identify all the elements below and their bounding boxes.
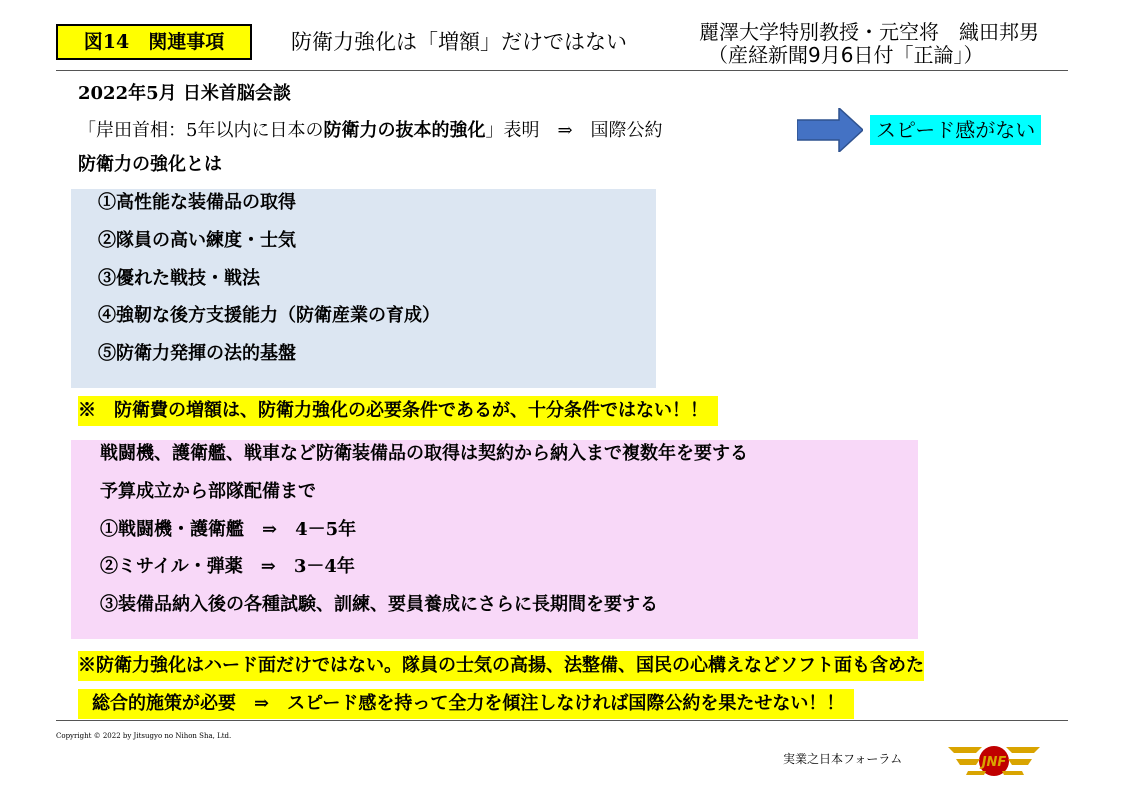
procurement-line: ②ミサイル・弾薬 ⇒ 3－4年 [100, 556, 355, 577]
strength-heading: 防衛力の強化とは [78, 154, 222, 175]
figure-label: 図14 関連事項 [56, 24, 252, 60]
procurement-line: ③装備品納入後の各種試験、訓練、要員養成にさらに長期間を要する [100, 594, 658, 615]
procurement-line: ①戦闘機・護衛艦 ⇒ 4－5年 [100, 519, 357, 540]
strength-item: ⑤防衛力発揮の法的基盤 [98, 343, 296, 364]
note-conclusion-line2: 総合的施策が必要 ⇒ スピード感を持って全力を傾注しなければ国際公約を果たせない！！ [78, 689, 854, 719]
procurement-line: 戦闘機、護衛艦、戦車など防衛装備品の取得は契約から納入まで複数年を要する [100, 443, 748, 464]
quote-prefix: 「岸田首相：5年以内に日本の [78, 120, 324, 141]
page-title: 防衛力強化は「増額」だけではない [291, 30, 627, 54]
right-arrow-icon [797, 108, 863, 152]
footer-divider [56, 720, 1068, 721]
strength-item: ②隊員の高い練度・士気 [98, 230, 296, 251]
header-divider [56, 70, 1068, 71]
quote-emphasis: 防衛力の抜本的強化 [323, 120, 486, 141]
forum-name: 実業之日本フォーラム [783, 752, 903, 766]
note-necessary-condition: ※ 防衛費の増額は、防衛力強化の必要条件であるが、十分条件ではない！！ [78, 396, 718, 426]
procurement-line: 予算成立から部隊配備まで [100, 481, 316, 502]
author-line: 麗澤大学特別教授・元空将 織田邦男 [699, 20, 1039, 44]
note-conclusion-line1: ※防衛力強化はハード面だけではない。隊員の士気の高揚、法整備、国民の心構えなどソフト面も含めた [78, 651, 924, 681]
speed-badge: スピード感がない [870, 115, 1041, 145]
summit-quote [78, 117, 663, 145]
copyright: Copyright © 2022 by Jitsugyo no Nihon Sha, Ltd. [56, 732, 232, 740]
source-line: （産経新聞9月6日付「正論」） [708, 43, 984, 67]
strength-item: ④強靭な後方支援能力（防衛産業の育成） [98, 305, 440, 326]
strength-item: ①高性能な装備品の取得 [98, 192, 296, 213]
jnf-logo-icon [946, 741, 1042, 781]
summit-heading: 2022年5月 日米首脳会談 [78, 83, 291, 104]
strength-item: ③優れた戦技・戦法 [98, 268, 260, 289]
logo-text: JNF [981, 755, 1007, 770]
quote-suffix: 」表明 ⇒ 国際公約 [485, 120, 663, 141]
